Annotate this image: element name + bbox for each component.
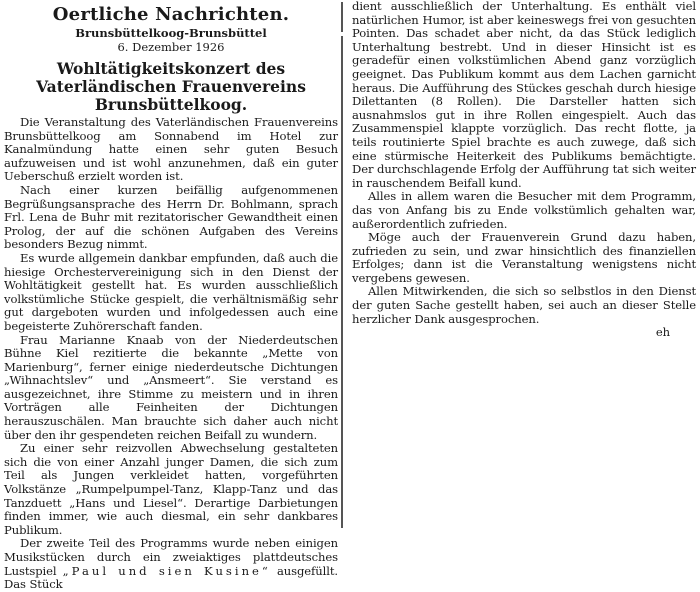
- paragraph: Nach einer kurzen beifällig aufgenommenen Begrüßungsansprache des Herrn Dr. Bohlmann, sprach Frl. Lena de Buhr mit rezitatorischer Gewandtheit einen Prolog, der auf die schönen Aufgaben des Vereins besonders Bezug nimmt.: [4, 182, 338, 252]
- paragraph: [4, 537, 338, 591]
- paragraph: Möge auch der Frauenverein Grund dazu haben, zufrieden zu sein, und zwar hinsichtlich des finanziellen Erfolges; dann ist die Veranstaltung wenigstens nicht vergebens gewesen.: [352, 230, 696, 285]
- paragraph-continuation: dient ausschließlich der Unterhaltung. Es enthält viel natürlichen Humor, ist aber keineswegs frei von gesuchten Pointen. Das schadet aber nicht, da das Stück lediglich Unterhaltung bestrebt. Und in dieser Hinsicht ist es geradefür einen volkstümlichen Abend ganz vorzüglich geeignet. Das Publikum kommt aus dem Lachen garnicht heraus. Die Aufführung des Stückes geschah durch hiesige Dilettanten (8 Rollen). Die Darsteller hatten sich ausnahmslos gut in ihre Rollen eingespielt. Auch das Zusammenspiel klappte vorzüglich. Das recht flotte, ja teils routinierte Spiel brachte es auch zuwege, daß sich eine stürmische Heiterkeit des Publikums bemächtigte. Der durchschlagende Erfolg der Aufführung tat sich weiter in rauschendem Beifall kund.: [352, 0, 696, 190]
- article-headline: Wohltätigkeitskonzert des Vaterländischen Frauenvereins Brunsbüttelkoog.: [36, 59, 306, 114]
- column-rule-top: [341, 2, 343, 32]
- paragraph-text: Der zweite Teil des Programms wurde neben einigen Musikstücken durch ein zweiaktiges plattdeutsches Lustspiel: [4, 536, 338, 578]
- paragraph: Allen Mitwirkenden, die sich so selbstlos in den Dienst der guten Sache gestellt haben, sei auch an dieser Stelle herzlicher Dank ausgesprochen.: [352, 284, 696, 326]
- paragraph: Zu einer sehr reizvollen Abwechselung gestalteten sich die von einer Anzahl junger Damen, die sich zum Teil als Jungen verkleidet hatten, vorgeführten Volkstänze „Rumpelpumpel-Tanz, Klapp-Tanz und das Tanzduett „Hans und Liesel“. Derartige Darbietungen finden immer, wie auch diesmal, ein sehr dankbares Publikum.: [4, 441, 338, 537]
- paragraph: Es wurde allgemein dankbar empfunden, daß auch die hiesige Orchestervereinigung sich in den Dienst der Wohltätigkeit gestellt hat. Es wurden ausschließlich volkstümliche Stücke gespielt, die verhältnismäßig sehr gut dargeboten wurden und infolgedessen auch eine begeisterte Zuhörerschaft fanden.: [4, 250, 338, 333]
- paragraph: Alles in allem waren die Besucher mit dem Programm, das von Anfang bis zu Ende volkstümlich gehalten war, außerordentlich zufrieden.: [352, 189, 696, 231]
- dateline: 6. Dezember 1926: [117, 40, 225, 54]
- left-column: [4, 0, 338, 592]
- column-rule-bottom: [341, 36, 343, 528]
- paragraph: Die Veranstaltung des Vaterländischen Frauenvereins Brunsbüttelkoog am Sonnabend im Hotel zur Kanalmündung hatte einen sehr guten Besuch aufzuweisen und ist wohl anzunehmen, daß ein guter Ueberschuß erzielt worden ist.: [4, 115, 338, 184]
- paragraph: Frau Marianne Knaab von der Niederdeutschen Bühne Kiel rezitierte die bekannte „Mette von Marienburg“, ferner einige niederdeutsche Dichtungen „Wihnachtslev“ und „Ansmeert“. Sie verstand es ausgezeichnet, ihre Stimme zu meistern und in ihren Vorträgen alle Feinheiten der Dichtungen herauszuschälen. Man brauchte sich daher auch nicht über den ihr gespendeten reichen Beifall zu wundern.: [4, 332, 338, 442]
- place-line: Brunsbüttelkoog-Brunsbüttel: [75, 26, 267, 40]
- right-column: [352, 0, 696, 340]
- author-signature: eh: [655, 325, 670, 340]
- play-title: „Paul und sien Kusine“: [62, 563, 271, 578]
- paragraph-tail: ausgefüllt. Das Stück: [4, 563, 338, 592]
- section-title: Oertliche Nachrichten.: [52, 4, 290, 25]
